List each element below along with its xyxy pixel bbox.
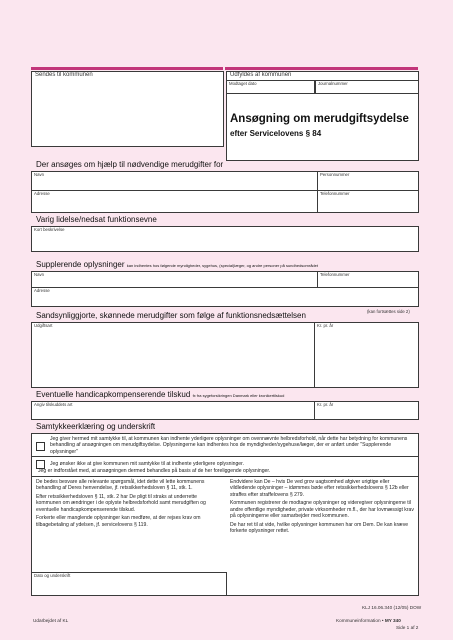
- supp-adresse-field[interactable]: [32, 288, 418, 306]
- consent-text: Jeg giver hermed mit samtykke til, at kommunen kan indhente yderligere oplysninger om ovennævnte helbredsforhold, når dette har betydning for kommunens behandling af ansøgningen om merudgiftsydelse. Oplysningerne kan indhentes hos de myndigheder/sygehuse/læger, der er anført under "Supplerende oplysninger": [50, 436, 408, 455]
- sendes-label: Sendes til kommunen: [35, 72, 93, 78]
- supp-navn-label: Navn: [34, 272, 45, 277]
- section5-heading-text: Eventuelle handicapkompenserende tilskud: [36, 390, 191, 399]
- footer-right-text: Kommuneinformation •: [336, 618, 385, 623]
- footer-left: Udarbejdet af KL: [33, 618, 69, 623]
- header-bar-right: [225, 67, 418, 70]
- section6-heading: Samtykkeerklæring og underskrift: [36, 422, 156, 431]
- section3-note: kan indhentes hos følgende myndigheder, sygehus, (special)læger, og andre personer på sundhedsområdet: [126, 263, 318, 268]
- kort-beskrivelse-label: Kort beskrivelse: [34, 227, 65, 232]
- info-right-para: De har ret til at vide, hvilke oplysninger kommunen har om Dem. De kan kræve forkerte oplysninger rettet.: [230, 521, 409, 535]
- consent-checkbox[interactable]: [36, 442, 45, 451]
- info-right-column: [230, 479, 416, 537]
- section3-heading-text: Supplerende oplysninger: [36, 260, 125, 269]
- modtaget-label: Modtaget dato: [229, 81, 257, 86]
- supp-telefon-field[interactable]: [318, 272, 418, 286]
- consent-divider-2: [31, 476, 419, 477]
- sendes-box[interactable]: [31, 71, 224, 147]
- footer-right: [336, 618, 401, 623]
- section3-heading: [36, 260, 318, 271]
- info-left-para: Efter retssikkerhedsloven § 11, stk. 2 har De pligt til straks at underrette kommunen om ændringer i de oplyste helbredsforhold samt merudgiften og eventuelle handicapkompenserende tilskud.: [36, 494, 206, 513]
- supp-adresse-label: Adresse: [34, 288, 50, 293]
- form-title: Ansøgning om merudgiftsydelse: [230, 113, 409, 125]
- form-number: MY 340: [384, 618, 401, 623]
- tilskud-art-field[interactable]: [32, 402, 313, 419]
- udfyldes-label: Udfyldes af kommunen: [230, 72, 292, 78]
- journal-label: Journalnummer: [318, 81, 348, 86]
- tilskud-kr-field[interactable]: [315, 402, 418, 419]
- angiv-label: Angiv tilskuddets art: [34, 402, 73, 407]
- telefon-field[interactable]: [318, 191, 418, 212]
- form-code: KLJ 16.06.340 (12/05) DOW: [362, 605, 422, 610]
- adresse-field[interactable]: [32, 191, 316, 212]
- page-number: Side 1 af 2: [396, 625, 419, 630]
- merudgift-kr-field[interactable]: [315, 323, 418, 387]
- navn-field[interactable]: [32, 172, 316, 189]
- no-consent-text-2: Jeg er indforstået med, at ansøgningen dermed behandles på basis af de her foreliggende oplysninger.: [38, 468, 271, 474]
- section1-heading: Der ansøges om hjælp til nødvendige merudgifter for: [36, 160, 224, 169]
- tilskud-kr-label: Kr. pr. år: [317, 402, 334, 407]
- supp-navn-field[interactable]: [32, 272, 316, 286]
- fortsaettes-note: (kan fortsættes side 2): [367, 309, 410, 314]
- personnummer-label: Personnummer: [320, 172, 350, 177]
- section5-note: fx fra sygeforsikringen Danmark eller kronikertilskud: [192, 393, 285, 398]
- info-left-column: [36, 479, 223, 531]
- header-bar-left: [31, 67, 223, 70]
- info-right-para: Endvidere kan De – hvis De ved grov uagtsomhed afgiver urigtige eller vildledende oplysninger – idømmes bøde efter retssikkerhedslovens § 12b eller straffes efter straffelovens § 279.: [230, 479, 409, 498]
- telefon-label: Telefonnummer: [320, 191, 350, 196]
- udgiftsart-field[interactable]: [32, 323, 313, 387]
- consent-divider: [31, 456, 419, 457]
- section4-heading: Sandsynliggjorte, skønnede merudgifter som følge af funktionsnedsættelsen: [36, 311, 306, 320]
- form-subtitle: efter Servicelovens § 84: [230, 129, 322, 138]
- info-right-para: Kommunen registrerer de modtagne oplysninger og videregiver oplysningerne til andre offentlige myndigheder, private virksomheder m.fl., der har lovmæssigt krav på oplysningerne eller samarbejder med kommunen.: [230, 500, 414, 519]
- udgiftsart-label: Udgiftsart: [34, 323, 53, 328]
- dato-underskrift-label: Dato og underskrift: [34, 573, 71, 578]
- info-left-para: De bedes besvare alle relevante spørgsmål, idet dette vil lette kommunens behandling af Deres henvendelse, jf. retssikkerhedsloven § 11, stk. 1.: [36, 479, 205, 492]
- info-left-para: Forkerte eller manglende oplysninger kan medføre, at der rejses krav om tilbagebetaling af ydelsen, jf. servicelovens § 119.: [36, 515, 201, 528]
- kort-beskrivelse-field[interactable]: [31, 226, 419, 252]
- section2-heading: Varig lidelse/nedsat funktionsevne: [36, 215, 157, 224]
- supp-telefon-label: Telefonnummer: [320, 272, 350, 277]
- navn-label: Navn: [34, 172, 45, 177]
- merudgift-kr-label: Kr. pr. år: [317, 323, 334, 328]
- adresse-label: Adresse: [34, 191, 50, 196]
- no-consent-text: Jeg ønsker ikke at give kommunen mit samtykke til at indhente yderligere oplysninger.: [50, 461, 244, 467]
- personnummer-field[interactable]: [318, 172, 418, 189]
- section5-heading: [36, 390, 284, 401]
